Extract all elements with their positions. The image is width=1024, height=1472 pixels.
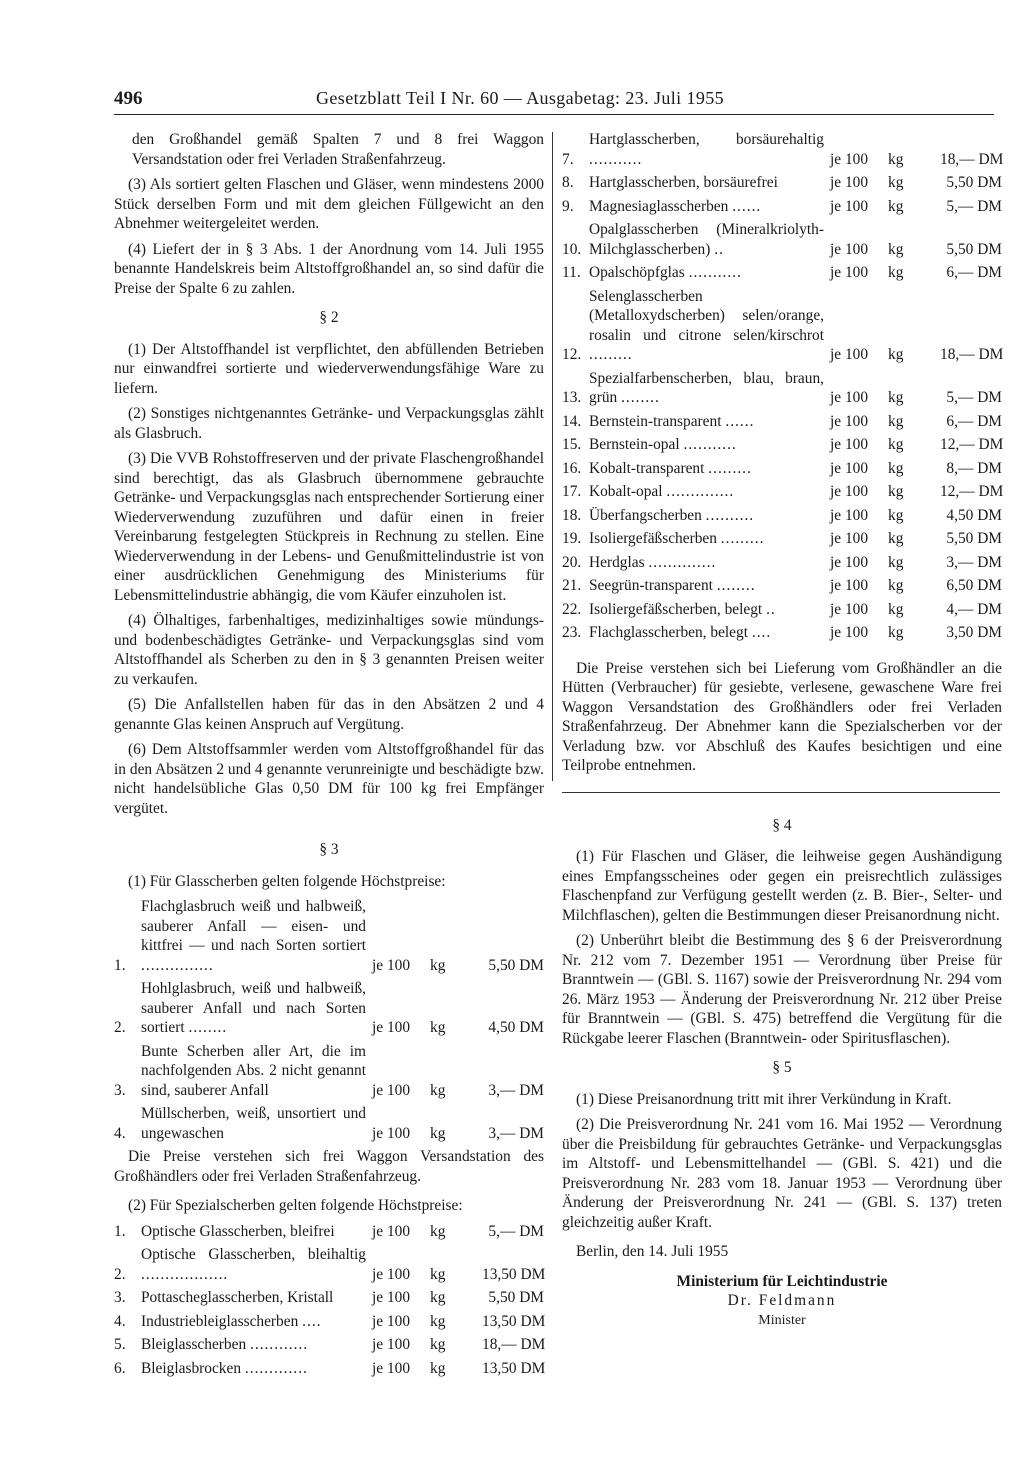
after-list-paragraph: Die Preise verstehen sich bei Lieferung vom Großhändler an die Hütten (Verbraucher) für gesiebte, verlesene, gewaschene Ware frei Waggon Versandstation des Großhändlers oder frei Verladen Straßenfahrzeug. Der Abnehmer kann die Spezialscherben vor der Verladung bzw. vor Abschluß des Kaufes besichtigen und eine Teilprobe entnehmen. (562, 659, 1002, 774)
intro-paragraph: den Großhandel gemäß Spalten 7 und 8 frei Waggon Versandstation oder frei Verladen Straßenfahrzeug. (132, 131, 544, 168)
list-item: 18. Überfangscherben .......... je 100 kg 4,50 DM (562, 506, 1002, 524)
list-item: 2. Hohlglasbruch, weiß und halbweiß, sauberer Anfall und nach Sorten sortiert ........ je 100 kg 4,50 DM (114, 980, 544, 1036)
signature-department: Ministerium für Leichtindustrie (676, 1272, 888, 1290)
section-heading-5: § 5 (772, 1059, 792, 1076)
column-divider (552, 132, 553, 781)
list-item: 4. Müllscherben, weiß, unsortiert und ungewaschen je 100 kg 3,— DM (114, 1105, 544, 1142)
list-item: 1. Flachglasbruch weiß und halbweiß, sauberer Anfall — eisen- und kittfrei — und nach Sorten sortiert ............... je 100 kg 5,50 DM (114, 898, 544, 974)
list-item: 3. Pottascheglasscherben, Kristall je 100 kg 5,50 DM (114, 1289, 544, 1306)
s2-paragraph-6: (6) Dem Altstoffsammler werden vom Altstoffgroßhandel für das in den Absätzen 2 und 4 genannte verunreinigte und beschädigte bzw. nicht handelsübliche Glas 0,50 DM für 100 kg frei Empfänger vergütet. (114, 741, 544, 817)
paragraph-4: (4) Liefert der in § 3 Abs. 1 der Anordnung vom 14. Juli 1955 benannte Handelskreis beim Altstoffgroßhandel an, so sind dafür die Preise der Spalte 6 zu zahlen. (114, 240, 544, 297)
list-item: 11. Opalschöpfglas ........... je 100 kg 6,— DM (562, 264, 1002, 281)
list-item: 16. Kobalt-transparent ......... je 100 kg 8,— DM (562, 459, 1002, 477)
section-heading-4: § 4 (772, 816, 792, 834)
signature-name: Dr. Feldmann (727, 1292, 837, 1309)
list-item: 17. Kobalt-opal .............. je 100 kg 12,— DM (562, 483, 1004, 500)
list-item: 15. Bernstein-opal ........... je 100 kg 12,— DM (562, 436, 1004, 453)
s4-paragraph-1: (1) Für Flaschen und Gläser, die leihweise gegen Aushändigung eines Empfangsscheines oder gegen ein preisrechtlich zulässiges Flaschenpfand zur Verfügung gestellt werden (z. B. Bier-, Selter- und Milchflaschen), gelten die Bestimmungen dieser Preisanordnung nicht. (562, 848, 1002, 924)
list-item: 10. Opalglasscherben (Mineralkriolyth-Milchglasscherben) .. je 100 kg 5,50 DM (562, 221, 1002, 258)
list-item: 8. Hartglasscherben, borsäurefrei je 100 kg 5,50 DM (562, 174, 1002, 191)
s5-paragraph-2: (2) Die Preisverordnung Nr. 241 vom 16. Mai 1952 — Verordnung über die Preisbildung für gebrauchtes Getränke- und Verpackungsglas im Altstoff- und Lebensmittelhandel — (GBl. S. 421) und die Preisverordnung Nr. 283 vom 18. Januar 1953 — Verordnung über Änderung der Preisverordnung Nr. 241 — (GBl. S. 137) treten gleichzeitig außer Kraft. (562, 1116, 1002, 1231)
list-item: 2. Optische Glasscherben, bleihaltig .................. je 100 kg 13,50 DM (114, 1246, 546, 1283)
s3-paragraph-2: (2) Für Spezialscherben gelten folgende Höchstpreise: (128, 1197, 463, 1214)
list-item: 13. Spezialfarbenscherben, blau, braun, grün ........ je 100 kg 5,— DM (562, 369, 1002, 406)
s4-paragraph-2: (2) Unberührt bleibt die Bestimmung des § 6 der Preisverordnung Nr. 212 vom 7. Dezember 1951 — Verordnung über Preise für Branntwein — (GBl. S. 1167) sowie der Preisverordnung Nr. 294 vom 26. März 1953 — Änderung der Preisverordnung Nr. 212 über Preise für Branntwein — (GBl. S. 475) betreffend die Vergütung für die Rückgabe leerer Flaschen (Branntwein- oder Spiritusflaschen). (562, 932, 1002, 1047)
section-heading-3: § 3 (319, 841, 339, 858)
price-list-2 (114, 1222, 544, 1379)
list-item: 23. Flachglasscherben, belegt .... je 100 kg 3,50 DM (562, 624, 1002, 641)
list-item: 7. Hartglasscherben, borsäurehaltig ........... je 100 kg 18,— DM (562, 131, 1004, 168)
price-list-3 (562, 130, 1002, 643)
right-column (562, 130, 1002, 1330)
price-list-1 (114, 897, 544, 1143)
list-item: 5. Bleiglasscherben ............ je 100 kg 18,— DM (114, 1336, 546, 1353)
list-item: 22. Isoliergefäßscherben, belegt .. je 100 kg 4,— DM (562, 600, 1002, 618)
s5-paragraph-1: (1) Diese Preisanordnung tritt mit ihrer Verkündung in Kraft. (576, 1090, 952, 1108)
paragraph-3: (3) Als sortiert gelten Flaschen und Gläser, wenn mindestens 2000 Stück derselben Form und mit dem gleichen Füllgewicht an den Abnehmer weitergeleitet werden. (114, 176, 544, 232)
list-item: 9. Magnesiaglasscherben ...... je 100 kg 5,— DM (562, 197, 1002, 215)
list-item: 1. Optische Glasscherben, bleifrei je 100 kg 5,— DM (114, 1222, 544, 1240)
left-column (114, 130, 544, 1382)
list-item: 3. Bunte Scherben aller Art, die im nachfolgenden Abs. 2 nicht genannt sind, sauberer Anfall je 100 kg 3,— DM (114, 1042, 544, 1099)
list-item: 14. Bernstein-transparent ...... je 100 kg 6,— DM (562, 412, 1002, 430)
header-title: Gesetzblatt Teil I Nr. 60 — Ausgabetag: 23. Juli 1955 (316, 88, 725, 108)
page-number: 496 (114, 88, 143, 109)
s3-paragraph-1: (1) Für Glasscherben gelten folgende Höchstpreise: (128, 872, 446, 890)
s3-mid-paragraph: Die Preise verstehen sich frei Waggon Versandstation des Großhändlers oder frei Verladen Straßenfahrzeug. (114, 1148, 544, 1185)
place-date: Berlin, den 14. Juli 1955 (576, 1243, 729, 1260)
s2-paragraph-1: (1) Der Altstoffhandel ist verpflichtet, den abfüllenden Betrieben nur einwandfrei sortierte und wiederverwendungsfähige Ware zu liefern. (114, 340, 544, 397)
list-item: 6. Bleiglasbrocken ............. je 100 kg 13,50 DM (114, 1359, 546, 1377)
s2-paragraph-2: (2) Sonstiges nichtgenanntes Getränke- und Verpackungsglas zählt als Glasbruch. (114, 405, 544, 442)
list-item: 4. Industriebleiglasscherben .... je 100 kg 13,50 DM (114, 1312, 546, 1330)
page-header (114, 88, 994, 115)
section-heading-2: § 2 (319, 309, 339, 326)
signature-role: Minister (758, 1312, 806, 1328)
list-item: 21. Seegrün-transparent ........ je 100 kg 6,50 DM (562, 577, 1002, 594)
s2-paragraph-3: (3) Die VVB Rohstoffreserven und der private Flaschengroßhandel sind berechtigt, das als Glasbruch übernommene gebrauchte Getränke- und Verpackungsglas nach entsprechender Sortierung einer Wiederverwendung zuzuführen und dafür einen in freier Vereinbarung festgelegten Stückpreis in Rechnung zu stellen. Eine Wiederverwendung in der Lebens- und Genußmittelindustrie ist von einer ausdrücklichen Genehmigung des Ministeriums für Lebensmittelindustrie abhängig, die vom Käufer einzuholen ist. (114, 450, 544, 604)
list-item: 20. Herdglas .............. je 100 kg 3,— DM (562, 553, 1002, 571)
s2-paragraph-5: (5) Die Anfallstellen haben für das in den Absätzen 2 und 4 genannte Glas keinen Anspruch auf Vergütung. (114, 696, 544, 733)
list-item: 12. Selenglasscherben (Metalloxydscherben) selen/orange, rosalin und citrone selen/kirschrot ......... je 100 kg 18,— DM (562, 287, 1004, 363)
list-item: 19. Isoliergefäßscherben ......... je 100 kg 5,50 DM (562, 530, 1002, 547)
s2-paragraph-4: (4) Ölhaltiges, farbenhaltiges, medizinhaltiges sowie mündungs- und bodenbeschädigtes Getränke- und Verpackungsglas sind vom Altstoffhandel als Scherben zu den in § 3 genannten Preisen weiter zu verkaufen. (114, 612, 544, 688)
